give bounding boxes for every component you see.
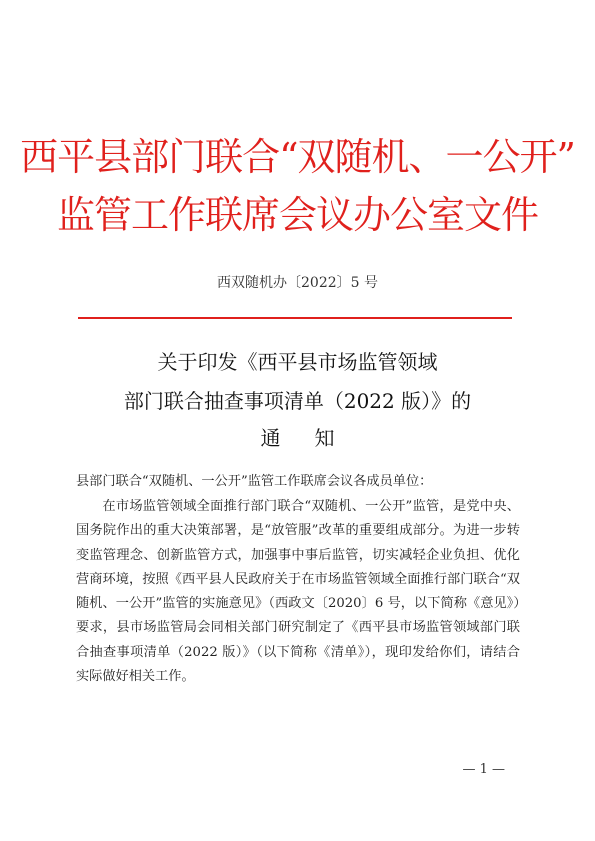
issuing-office-title-line2: 监管工作联席会议办公室文件 [56,193,538,237]
issuing-office-title-line1: 西平县部门联合“双随机、一公开” [20,135,575,179]
body-paragraph: 在市场监管领域全面推行部门联合“双随机、一公开”监管，是党中央、国务院作出的重大决策部署，是“放管服”改革的重要组成部分。为进一步转变监管理念、创新监管方式，加强事中事后监管，切实减轻企业负担、优化营商环境，按照《西平县人民政府关于在市场监管领域全面推行部门联合“双随机、一公开”监管的实施意见》（西政文〔2020〕6 号，以下简称《意见》）要求，县市场监管局会同相关部门研究制定了《西平县市场监管领域部门联合抽查事项清单（2022 版）》（以下简称《清单》），现印发给你们，请结合实际做好相关工作。 [76,499,520,685]
document-number: 西双随机办〔2022〕5 号 [217,275,378,291]
red-separator-line [78,317,512,319]
page-number: — 1 — [462,762,505,777]
recipient-line: 县部门联合“双随机、一公开”监管工作联席会议各成员单位： [76,474,433,489]
notice-title-line3: 通知 [260,426,369,450]
notice-title-line2: 部门联合抽查事项清单（2022 版）》的 [123,389,472,413]
notice-title-line1: 关于印发《西平县市场监管领域 [157,350,438,374]
